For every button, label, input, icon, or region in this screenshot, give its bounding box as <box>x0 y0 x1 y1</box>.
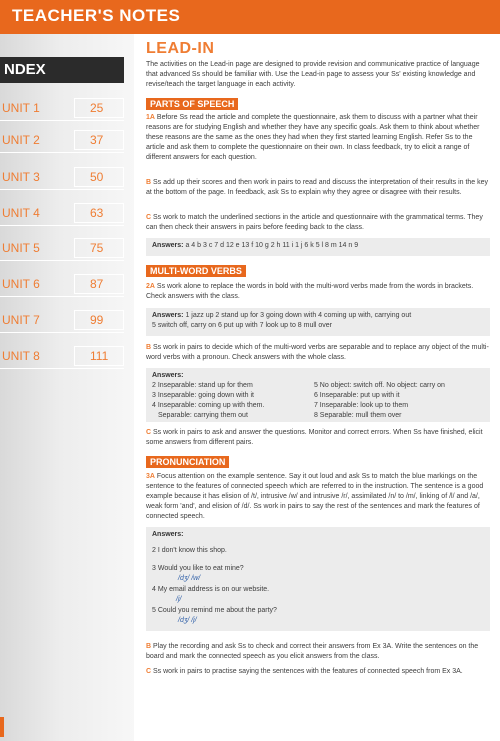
answers-right-column <box>314 381 474 421</box>
answers-label: Answers: <box>152 242 184 249</box>
pron-3a-text: Focus attention on the example sentence. Say it out loud and ask Ss to match the blue markings on the sentence to the features of connected speech which are referred to in the instruction. The sentence is a good example because it has elision of /t/, intrusive /w/ and intrusive /r/, assimilated /n/ to /m/, linking of /l/ and /a/, weak form 'and', and elision of /d/. Ss work in pairs to say the rest of the sentences and mark the features of connected speech. <box>146 473 484 520</box>
unit-name: UNIT 6 <box>2 277 40 291</box>
answer-line: 4 Inseparable: coming up with them. <box>152 402 265 409</box>
exercise-label: B <box>146 179 152 186</box>
answer-line: 2 Inseparable: stand up for them <box>152 382 253 389</box>
answer-line: 5 No object: switch off. No object: carry on <box>313 382 445 389</box>
page-header <box>0 0 500 34</box>
pron-sentence-4: 4 My email address is on our website. <box>152 586 270 593</box>
pron-answers-box <box>146 527 490 631</box>
pron-phonemes-4: /j/ <box>176 596 182 603</box>
answers-label: Answers: <box>152 372 184 379</box>
sidebar-unit-6[interactable] <box>0 274 124 297</box>
unit-name: UNIT 3 <box>2 170 40 184</box>
mwv-b-paragraph <box>146 343 490 363</box>
unit-page: 99 <box>90 313 104 327</box>
pron-c-paragraph <box>146 667 490 677</box>
answer-line: 3 Inseparable: going down with it <box>152 392 254 399</box>
pron-sentence-5: 5 Could you remind me about the party? <box>152 607 277 614</box>
answer-line: 8 Separable: mull them over <box>313 412 402 419</box>
pron-b-text: Play the recording and ask Ss to check and correct their answers from Ex 3A. Write the sentences on the board and mark the connected speech as you elicit answers from the class. <box>146 643 479 660</box>
pos-1a-text: Before Ss read the article and complete the questionnaire, ask them to discuss with a partner what their reasons are for studying English and whether they have any specific goals. Ask them to think about whether these reasons are the same as the ones they had when they first started learning English. Refer Ss to the article and ask them to complete the questionnaire on their own. In class feedback, try to elicit a range of different answers for each question. <box>146 114 480 161</box>
unit-page: 25 <box>90 101 104 115</box>
pronunciation-heading: PRONUNCIATION <box>146 456 229 468</box>
exercise-label: C <box>146 668 152 675</box>
pron-phonemes-5: /dʒ/ /j/ <box>178 617 197 624</box>
answers-left-column <box>152 381 312 421</box>
pos-c-paragraph <box>146 213 490 233</box>
sidebar-unit-7[interactable] <box>0 310 124 333</box>
exercise-label: 3A <box>146 473 155 480</box>
answers-label: Answers: <box>152 531 184 538</box>
pos-answers: a 4 b 3 c 7 d 12 e 13 f 10 g 2 h 11 i 1 j 6 k 5 l 8 m 14 n 9 <box>185 242 359 249</box>
unit-page: 111 <box>90 349 109 363</box>
mwv-c-text: Ss work in pairs to ask and answer the questions. Monitor and correct errors. When Ss have finished, elicit some answers from different pairs. <box>146 429 483 446</box>
lead-in-intro: The activities on the Lead-in page are designed to provide revision and communicative practice of language that advanced Ss should be familiar with. Use the Lead-in page to assess your Ss' existing knowledge and revise/teach the target language in each activity. <box>146 61 480 88</box>
answers-label: Answers: <box>152 312 184 319</box>
sidebar-unit-1[interactable] <box>0 98 124 121</box>
exercise-label: C <box>146 214 152 221</box>
answer-line: Separable: carrying them out <box>158 412 248 419</box>
unit-name: UNIT 5 <box>2 241 40 255</box>
mwv-2a-paragraph <box>146 282 490 302</box>
multi-word-verbs-heading: MULTI-WORD VERBS <box>146 265 246 277</box>
pos-1a-paragraph <box>146 113 490 163</box>
exercise-label: C <box>146 429 152 436</box>
unit-page: 37 <box>90 133 104 147</box>
sidebar-unit-4[interactable] <box>0 203 124 226</box>
unit-page: 50 <box>90 170 104 184</box>
answer-line: 6 Inseparable: put up with it <box>313 392 400 399</box>
pron-b-paragraph <box>146 642 490 662</box>
pos-b-paragraph <box>146 178 490 198</box>
exercise-label: 2A <box>146 283 155 290</box>
unit-page: 63 <box>90 206 104 220</box>
unit-page: 75 <box>90 241 104 255</box>
pos-c-text: Ss work to match the underlined sections in the article and questionnaire with the grammatical terms. They can then check their answers in pairs before feeding back to the class. <box>146 214 483 231</box>
parts-of-speech-heading: PARTS OF SPEECH <box>146 98 238 110</box>
unit-page: 87 <box>90 277 104 291</box>
answer-line: 7 Inseparable: look up to them <box>313 402 409 409</box>
mwv-b-text: Ss work in pairs to decide which of the multi-word verbs are separable and to replace any object of the multi-word verbs with a pronoun. Check answers with the whole class. <box>146 344 489 361</box>
pron-sentence-3: 3 Would you like to eat mine? <box>152 565 244 572</box>
unit-name: UNIT 2 <box>2 133 40 147</box>
mwv-answers-line2: 5 switch off, carry on 6 put up with 7 look up to 8 mull over <box>152 322 333 329</box>
exercise-label: 1A <box>146 114 155 121</box>
unit-name: UNIT 4 <box>2 206 40 220</box>
unit-name: UNIT 8 <box>2 349 40 363</box>
pron-phonemes-3: /dʒ/ /w/ <box>178 575 201 582</box>
index-tab[interactable] <box>0 57 124 83</box>
pron-c-text: Ss work in pairs to practise saying the sentences with the features of connected speech from Ex 3A. <box>153 668 463 675</box>
sidebar-unit-8[interactable] <box>0 346 124 369</box>
lead-in-title: LEAD-IN <box>146 40 215 57</box>
pos-answers-box <box>146 238 490 256</box>
page-edge-marker <box>0 717 4 737</box>
sidebar-unit-5[interactable] <box>0 238 124 261</box>
sidebar-unit-3[interactable] <box>0 167 124 190</box>
unit-name: UNIT 7 <box>2 313 40 327</box>
mwv-answers2-box <box>146 368 490 422</box>
index-label: NDEX <box>4 61 46 78</box>
page-title: TEACHER'S NOTES <box>12 6 181 25</box>
mwv-2a-text: Ss work alone to replace the words in bold with the multi-word verbs made from the words in brackets. Check answers with the class. <box>146 283 474 300</box>
mwv-answers-line1: 1 jazz up 2 stand up for 3 going down with 4 coming up with, carrying out <box>185 312 412 319</box>
pron-3a-paragraph <box>146 472 490 522</box>
exercise-label: B <box>146 344 152 351</box>
mwv-c-paragraph <box>146 428 490 448</box>
pos-b-text: Ss add up their scores and then work in pairs to read and discuss the interpretation of their results in the key at the bottom of the page. In feedback, ask Ss to explain why they agree or disagree with their results. <box>146 179 489 196</box>
unit-name: UNIT 1 <box>2 101 40 115</box>
pron-sentence-2: 2 I don't know this shop. <box>152 547 227 554</box>
sidebar-unit-2[interactable] <box>0 130 124 153</box>
exercise-label: B <box>146 643 152 650</box>
mwv-answers-box <box>146 308 490 336</box>
